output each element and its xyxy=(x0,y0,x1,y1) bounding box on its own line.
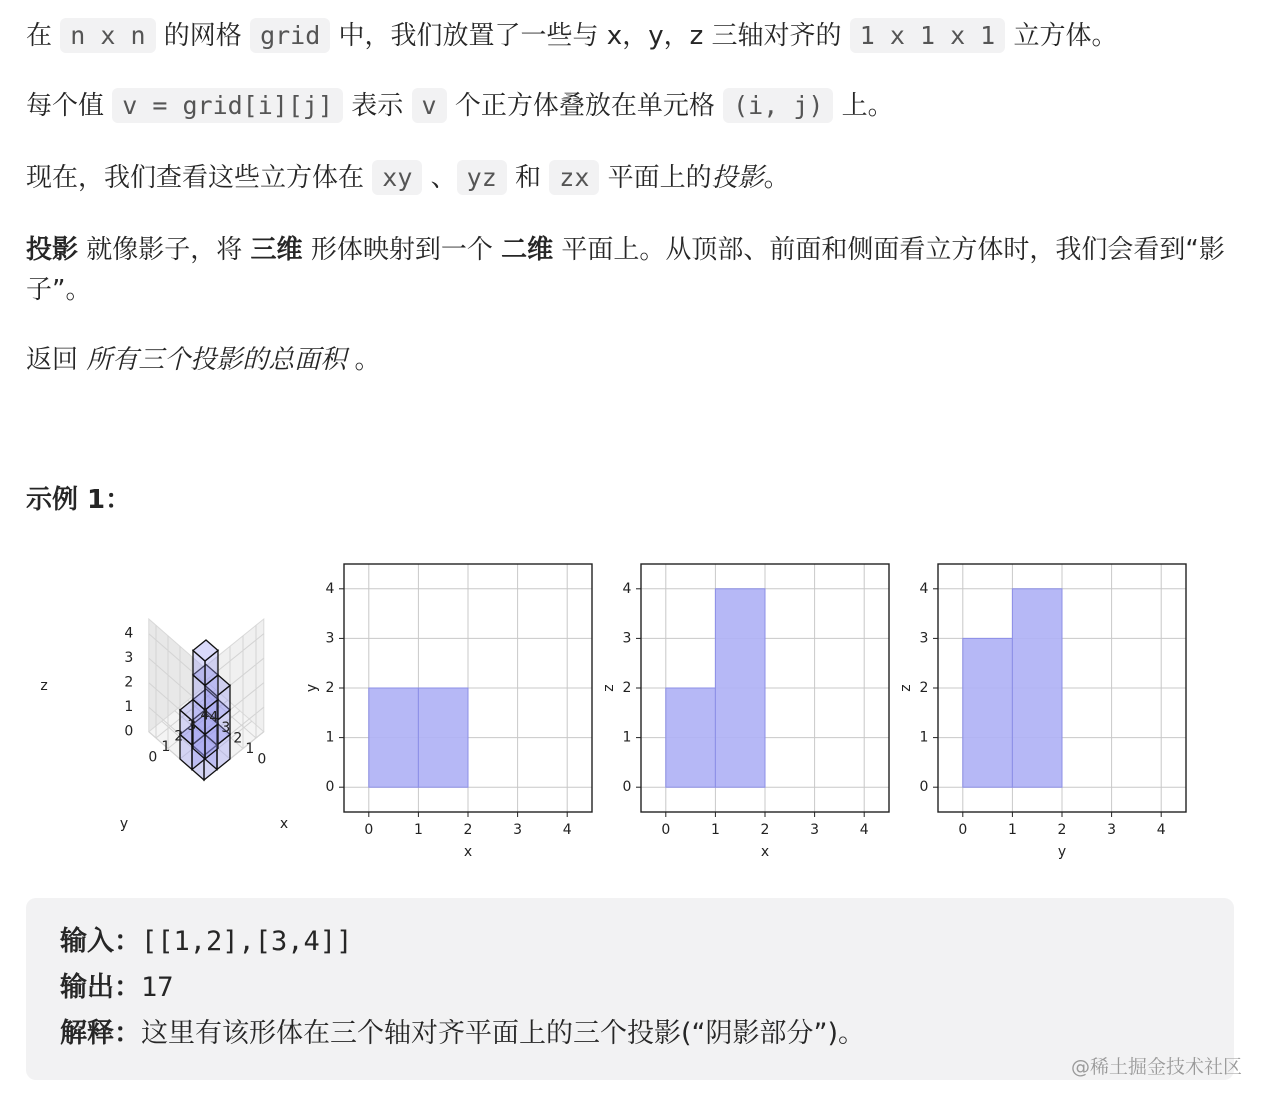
text: 在 xyxy=(26,21,61,51)
x-tick-label: 0 xyxy=(661,822,671,838)
intro-paragraph-grid xyxy=(26,16,1118,56)
projection-figure-svg xyxy=(26,548,1236,878)
code-cube-size: 1 x 1 x 1 xyxy=(850,18,1005,53)
x-tick-label: 2 xyxy=(760,822,770,838)
x-tick-label: 3 xyxy=(1107,822,1117,838)
x-tick-label: 1 xyxy=(710,822,720,838)
code-v-grid: v = grid[i][j] xyxy=(112,88,343,123)
x-tick-label: 3 xyxy=(513,822,523,838)
code-n-x-n: n x n xyxy=(60,18,155,53)
text: 上。 xyxy=(833,91,894,121)
code-i-j: (i, j) xyxy=(723,88,833,123)
y-axis-label: z xyxy=(601,684,617,692)
bold-2d: 二维 xyxy=(501,235,554,265)
text: 平面上。从顶部、前面和侧面看立方体时，我们会看到“影子”。 xyxy=(26,235,1225,305)
y-tick-label: 1 xyxy=(622,729,632,746)
projection-bar xyxy=(1012,589,1062,787)
y-tick-label-3d: 4 xyxy=(209,709,219,726)
y-tick-label: 0 xyxy=(919,779,929,796)
z-tick-label-3d: 2 xyxy=(124,674,134,691)
y-tick-label: 2 xyxy=(622,680,632,696)
y-axis-label: z xyxy=(898,684,914,692)
text: 立方体。 xyxy=(1005,21,1118,51)
x-tick-label: 1 xyxy=(1007,822,1017,838)
x-axis-label: x xyxy=(463,844,473,860)
input-label: 输入： xyxy=(60,926,141,957)
code-zx: zx xyxy=(549,160,599,195)
text: 、 xyxy=(422,163,457,193)
y-tick-label-3d: 1 xyxy=(245,741,255,758)
text: 返回 xyxy=(26,345,87,375)
projection-bar xyxy=(369,688,419,787)
text: 表示 xyxy=(342,91,412,121)
bold-3d: 三维 xyxy=(250,235,303,265)
y-tick-label: 3 xyxy=(325,630,335,647)
x-tick-label: 1 xyxy=(413,822,423,838)
text: 每个值 xyxy=(26,91,113,121)
y-tick-label: 3 xyxy=(919,630,929,647)
example-input xyxy=(60,922,352,962)
example-box xyxy=(26,898,1234,1080)
text: 。 xyxy=(763,163,790,193)
projection-bar xyxy=(418,688,468,787)
x-tick-label: 4 xyxy=(562,822,572,838)
shadow-paragraph xyxy=(26,230,1226,310)
y-tick-label-3d: 2 xyxy=(233,730,243,747)
x-axis-label-3d: x xyxy=(279,816,289,832)
text: 个正方体叠放在单元格 xyxy=(446,91,724,121)
input-value: [[1,2],[3,4]] xyxy=(141,926,353,957)
y-axis-label: y xyxy=(304,683,320,693)
y-tick-label: 0 xyxy=(325,779,335,796)
x-tick-label: 2 xyxy=(463,822,473,838)
code-grid: grid xyxy=(250,18,330,53)
y-tick-label: 2 xyxy=(325,680,335,696)
z-axis-label-3d: z xyxy=(40,678,48,694)
z-tick-label-3d: 3 xyxy=(124,650,134,667)
text: 就像影子，将 xyxy=(78,235,251,265)
example-explanation xyxy=(60,1014,865,1054)
bold-projection: 投影 xyxy=(26,235,79,265)
projection-panel-3 xyxy=(898,564,1186,860)
x-tick-label: 3 xyxy=(810,822,820,838)
output-label: 输出： xyxy=(60,972,141,1003)
x-tick-label: 4 xyxy=(859,822,869,838)
watermark: @稀土掘金技术社区 xyxy=(1070,1056,1242,1078)
x-tick-label: 2 xyxy=(1057,822,1067,838)
z-tick-label-3d: 0 xyxy=(124,723,134,740)
projection-bar xyxy=(715,589,765,787)
x-axis-label: x xyxy=(760,844,770,860)
x-tick-label: 0 xyxy=(958,822,968,838)
text: 。 xyxy=(346,345,381,375)
y-tick-label: 1 xyxy=(325,729,335,746)
x-tick-label-3d: 0 xyxy=(148,749,158,766)
y-tick-label: 3 xyxy=(622,630,632,647)
text: 和 xyxy=(506,163,550,193)
emphasis-projection: 投影 xyxy=(711,163,764,193)
x-tick-label-3d: 1 xyxy=(161,739,171,756)
y-tick-label-3d: 3 xyxy=(221,720,231,737)
x-tick-label-3d: 4 xyxy=(200,707,210,724)
x-axis-label: y xyxy=(1057,844,1067,860)
example-output xyxy=(60,968,174,1008)
x-tick-label-3d: 3 xyxy=(187,718,197,735)
text: 现在，我们查看这些立方体在 xyxy=(26,163,373,193)
code-yz: yz xyxy=(457,160,507,195)
projection-panel-2 xyxy=(601,564,889,860)
explanation-value: 这里有该形体在三个轴对齐平面上的三个投影(“阴影部分”)。 xyxy=(141,1018,866,1049)
y-tick-label: 2 xyxy=(919,680,929,696)
y-tick-label: 4 xyxy=(622,580,632,597)
code-v: v xyxy=(412,88,447,123)
text: 的网格 xyxy=(155,21,251,51)
y-tick-label: 4 xyxy=(325,580,335,597)
y-axis-label-3d: y xyxy=(119,816,129,832)
y-tick-label: 0 xyxy=(622,779,632,796)
z-tick-label-3d: 1 xyxy=(124,699,134,716)
y-tick-label-3d: 0 xyxy=(257,751,267,768)
y-tick-label: 1 xyxy=(919,729,929,746)
x-tick-label: 0 xyxy=(364,822,374,838)
y-tick-label: 4 xyxy=(919,580,929,597)
isometric-3d-panel xyxy=(40,619,288,832)
explanation-label: 解释： xyxy=(60,1018,141,1049)
projection-bar xyxy=(666,688,716,787)
projection-bar xyxy=(963,638,1013,787)
value-paragraph xyxy=(26,86,894,126)
projection-paragraph xyxy=(26,158,790,198)
projection-panel-1 xyxy=(304,564,592,860)
return-paragraph xyxy=(26,340,381,380)
text: 中，我们放置了一些与 x，y，z 三轴对齐的 xyxy=(330,21,850,51)
code-xy: xy xyxy=(372,160,422,195)
example-title: 示例 1： xyxy=(26,485,132,515)
x-tick-label: 4 xyxy=(1156,822,1166,838)
x-tick-label-3d: 2 xyxy=(174,728,184,745)
text: 平面上的 xyxy=(599,163,712,193)
text: 形体映射到一个 xyxy=(302,235,502,265)
output-value: 17 xyxy=(141,972,174,1003)
emphasis-total-area: 所有三个投影的总面积 xyxy=(86,345,347,375)
projection-figure xyxy=(26,548,1236,878)
z-tick-label-3d: 4 xyxy=(124,625,134,642)
